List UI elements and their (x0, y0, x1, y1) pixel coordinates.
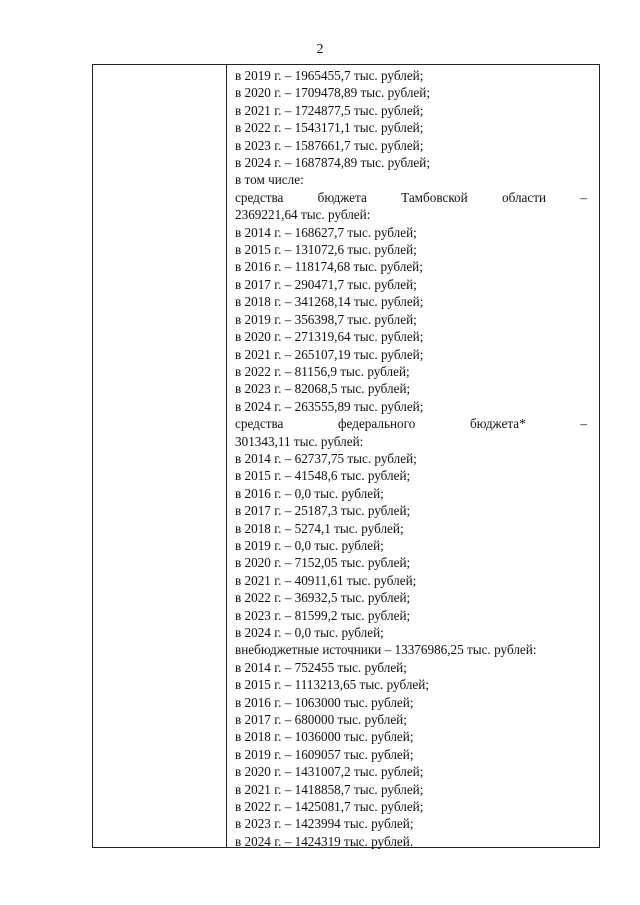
list-item: в 2021 г. – 40911,61 тыс. рублей; (235, 572, 417, 588)
list-item: в 2017 г. – 290471,7 тыс. рублей; (235, 276, 417, 292)
heading-word: бюджета (317, 189, 367, 205)
including-label: в том числе: (235, 172, 304, 188)
list-item: в 2021 г. – 1724877,5 тыс. рублей; (235, 102, 424, 118)
federal-budget-total: 301343,11 тыс. рублей: (235, 433, 364, 449)
list-item: в 2015 г. – 131072,6 тыс. рублей; (235, 242, 417, 258)
heading-word: – (580, 189, 587, 205)
list-item: в 2014 г. – 752455 тыс. рублей; (235, 659, 407, 675)
list-item: в 2020 г. – 1709478,89 тыс. рублей; (235, 85, 430, 101)
federal-budget-section (235, 415, 587, 641)
list-item: в 2020 г. – 271319,64 тыс. рублей; (235, 329, 424, 345)
list-item: в 2022 г. – 36932,5 тыс. рублей; (235, 590, 411, 606)
list-item: в 2016 г. – 1063000 тыс. рублей; (235, 694, 414, 710)
list-item: в 2018 г. – 1036000 тыс. рублей; (235, 729, 414, 745)
table-right-column (227, 65, 599, 847)
list-item: в 2016 г. – 0,0 тыс. рублей; (235, 485, 384, 501)
extrabudgetary-section (235, 641, 587, 850)
list-item: в 2015 г. – 41548,6 тыс. рублей; (235, 468, 411, 484)
list-item: в 2015 г. – 1113213,65 тыс. рублей; (235, 677, 430, 693)
heading-word: федерального (338, 416, 416, 432)
list-item: в 2024 г. – 0,0 тыс. рублей; (235, 625, 384, 640)
total-years-list (235, 67, 587, 189)
funding-table (92, 64, 600, 848)
heading-word: средства (235, 189, 284, 205)
list-item: в 2023 г. – 81599,2 тыс. рублей; (235, 607, 411, 623)
list-item: в 2016 г. – 118174,68 тыс. рублей; (235, 259, 423, 275)
list-item: в 2022 г. – 81156,9 тыс. рублей; (235, 363, 410, 379)
list-item: в 2023 г. – 1423994 тыс. рублей; (235, 816, 414, 832)
list-item: в 2023 г. – 82068,5 тыс. рублей; (235, 381, 411, 397)
heading-word: Тамбовской (401, 189, 468, 205)
extrabudgetary-heading: внебюджетные источники – 13376986,25 тыс. рублей: (235, 642, 537, 658)
heading-word: – (580, 416, 587, 432)
heading-word: бюджета* (469, 416, 526, 432)
list-item: в 2021 г. – 1418858,7 тыс. рублей; (235, 781, 424, 797)
list-item: в 2024 г. – 1424319 тыс. рублей. (235, 833, 414, 849)
list-item: в 2020 г. – 1431007,2 тыс. рублей; (235, 764, 424, 780)
list-item: в 2019 г. – 356398,7 тыс. рублей; (235, 311, 417, 327)
list-item: в 2019 г. – 0,0 тыс. рублей; (235, 537, 384, 553)
heading-word: средства (235, 416, 284, 432)
list-item: в 2018 г. – 5274,1 тыс. рублей; (235, 520, 404, 536)
list-item: в 2021 г. – 265107,19 тыс. рублей; (235, 346, 424, 362)
federal-budget-heading (235, 415, 587, 432)
list-item: в 2019 г. – 1609057 тыс. рублей; (235, 746, 414, 762)
list-item: в 2024 г. – 263555,89 тыс. рублей; (235, 398, 424, 414)
list-item: в 2022 г. – 1543171,1 тыс. рублей; (235, 120, 424, 136)
regional-budget-heading (235, 189, 587, 206)
regional-budget-section (235, 189, 587, 415)
list-item: в 2017 г. – 680000 тыс. рублей; (235, 712, 407, 728)
list-item: в 2018 г. – 341268,14 тыс. рублей; (235, 294, 424, 310)
list-item: в 2023 г. – 1587661,7 тыс. рублей; (235, 137, 424, 153)
heading-word: области (502, 189, 547, 205)
list-item: в 2014 г. – 168627,7 тыс. рублей; (235, 224, 417, 240)
list-item: в 2020 г. – 7152,05 тыс. рублей; (235, 555, 411, 571)
list-item: в 2019 г. – 1965455,7 тыс. рублей; (235, 68, 424, 83)
table-left-column (93, 65, 227, 847)
page-number: 2 (316, 42, 324, 57)
list-item: в 2022 г. – 1425081,7 тыс. рублей; (235, 799, 424, 815)
list-item: в 2017 г. – 25187,3 тыс. рублей; (235, 503, 411, 519)
list-item: в 2024 г. – 1687874,89 тыс. рублей; (235, 155, 430, 171)
regional-budget-total: 2369221,64 тыс. рублей: (235, 207, 371, 223)
list-item: в 2014 г. – 62737,75 тыс. рублей; (235, 450, 417, 466)
